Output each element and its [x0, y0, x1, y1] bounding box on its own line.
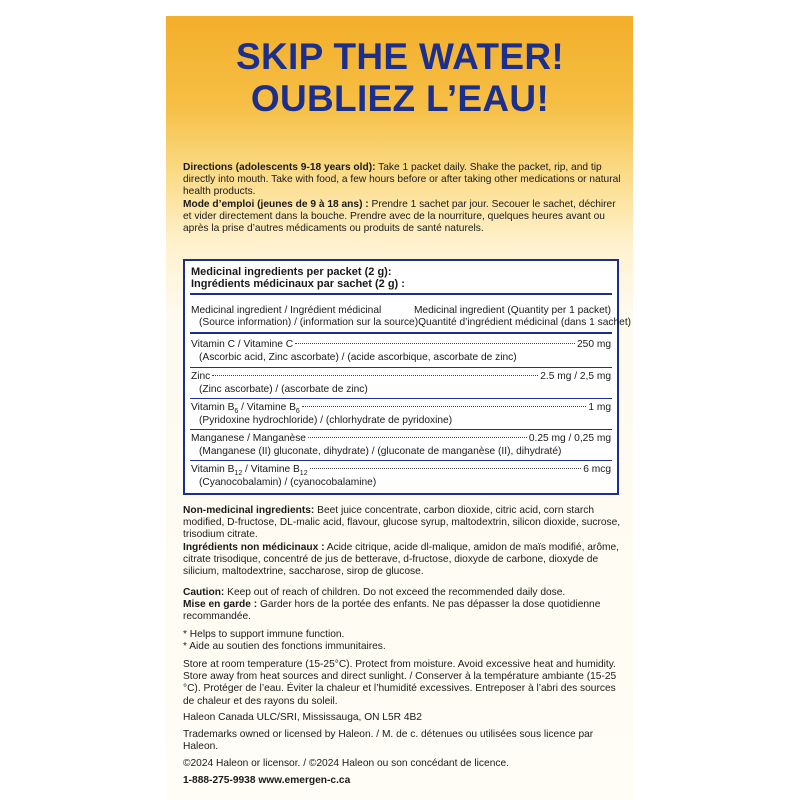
table-divider	[190, 293, 612, 295]
ingredient-name-part: / Vitamine B	[242, 464, 300, 475]
company-address: Haleon Canada ULC/SRI, Mississauga, ON L5R 4B2	[183, 712, 422, 723]
caution-french	[183, 599, 623, 623]
table-row	[191, 433, 611, 445]
caution-french-text: Garder hors de la portée des enfants. Ne pas dépasser la dose quotidienne recommandée.	[183, 599, 601, 623]
directions-french	[183, 199, 623, 236]
ingredient-name-part: Vitamin B	[191, 402, 235, 413]
ingredient-name-part: / Vitamine B	[238, 402, 296, 413]
ingredient-name	[191, 402, 300, 414]
column-header-source: (Source information) / (information sur la source)	[199, 317, 419, 328]
non-medicinal-section	[183, 505, 623, 578]
row-divider	[190, 429, 612, 430]
claims-section	[183, 629, 623, 653]
caution-english	[183, 587, 623, 599]
subscript: 6	[295, 408, 300, 416]
directions-english-text: Take 1 packet daily. Shake the packet, rip, and tip directly into mouth. Take with food, a few hours before or after taking other medications or natural health products.	[183, 162, 621, 198]
claim-french: * Aide au soutien des fonctions immunitaires.	[183, 641, 386, 653]
headline-french: OUBLIEZ L’EAU!	[250, 78, 550, 119]
ingredient-name-part: Vitamin B	[191, 464, 235, 475]
ingredient-source: (Zinc ascorbate) / (ascorbate de zinc)	[199, 384, 368, 395]
column-header-ingredient: Medicinal ingredient / Ingrédient médicinal	[191, 305, 382, 316]
table-row	[191, 339, 611, 351]
dot-leader	[212, 375, 538, 376]
dot-leader	[308, 437, 527, 438]
subscript: 6	[234, 408, 239, 416]
subscript: 12	[234, 470, 243, 478]
directions-english	[183, 162, 623, 199]
caution-section	[183, 587, 623, 624]
row-divider	[190, 460, 612, 461]
table-row	[191, 402, 611, 414]
table-header-row-1	[191, 305, 611, 317]
table-title-french: Ingrédients médicinaux par sachet (2 g) :	[191, 278, 405, 290]
non-medicinal-french	[183, 542, 623, 579]
ingredient-name: Zinc	[191, 371, 211, 382]
non-medicinal-english	[183, 505, 623, 542]
headline-english: SKIP THE WATER!	[236, 36, 564, 77]
ingredient-amount: 1 mg	[588, 402, 611, 413]
ingredient-name: Manganese / Manganèse	[191, 433, 306, 444]
claim-english: * Helps to support immune function.	[183, 629, 345, 640]
directions-section	[183, 162, 623, 235]
column-header-quantity: Medicinal ingredient (Quantity per 1 packet)	[413, 305, 611, 316]
caution-english-label: Caution:	[183, 587, 225, 598]
dot-leader	[310, 468, 582, 469]
ingredient-amount: 2.5 mg / 2,5 mg	[540, 371, 611, 382]
table-header-row-2	[191, 317, 632, 329]
non-medicinal-english-label: Non-medicinal ingredients:	[183, 505, 315, 516]
ingredient-name: Vitamin C / Vitamine C	[191, 339, 294, 350]
trademark-notice: Trademarks owned or licensed by Haleon. / M. de c. détenues ou utilisées sous licence par Haleon.	[183, 729, 594, 753]
ingredient-amount: 250 mg	[577, 339, 611, 350]
storage-instructions: Store at room temperature (15-25°C). Protect from moisture. Avoid excessive heat and humidity. Store away from heat sources and direct sunlight. / Conserver à la température ambiante (15-25 °C). Protéger de l’eau. Éviter la chaleur et l’humidité excessives. Entreposer à l’abri des sources de chaleur et des rayons du soleil.	[183, 659, 617, 707]
non-medicinal-french-text: Acide citrique, acide dl-malique, amidon de maïs modifié, arôme, citrate trisodique, concentré de jus de betterave, d-fructose, dioxyde de carbone, dioxyde de silicium, maltodextrine, saccharose, sirop de glucose.	[183, 541, 619, 578]
column-header-quantity-french: Quantité d’ingrédient médicinal (dans 1 sachet)	[418, 317, 632, 328]
non-medicinal-french-label: Ingrédients non médicinaux :	[183, 541, 325, 553]
caution-english-text: Keep out of reach of children. Do not exceed the recommended daily dose.	[224, 587, 566, 598]
ingredient-source: (Pyridoxine hydrochloride) / (chlorhydrate de pyridoxine)	[199, 415, 453, 426]
directions-french-label: Mode d’emploi (jeunes de 9 à 18 ans) :	[183, 198, 369, 210]
row-divider	[190, 398, 612, 399]
dot-leader	[302, 406, 587, 407]
directions-french-text: Prendre 1 sachet par jour. Secouer le sachet, déchirer et vider directement dans la bouche. Prendre avec de la nourriture, quelques heures avant ou après la prise d’autres médicaments ou produits de santé naturels.	[183, 198, 616, 235]
ingredient-source: (Cyanocobalamin) / (cyanocobalamine)	[199, 477, 377, 488]
ingredient-source: (Ascorbic acid, Zinc ascorbate) / (acide ascorbique, ascorbate de zinc)	[199, 352, 517, 363]
copyright-notice: ©2024 Haleon or licensor. / ©2024 Haleon ou son concédant de licence.	[183, 758, 509, 769]
ingredient-source: (Manganese (II) gluconate, dihydrate) / (gluconate de manganèse (II), dihydraté)	[199, 446, 562, 457]
table-row	[191, 464, 611, 476]
contact-info: 1-888-275-9938 www.emergen-c.ca	[183, 775, 351, 786]
medicinal-ingredients-table	[183, 259, 632, 495]
ingredient-amount: 0.25 mg / 0,25 mg	[528, 433, 611, 444]
non-medicinal-english-text: Beet juice concentrate, carbon dioxide, citric acid, corn starch modified, D-fructose, DL-malic acid, flavour, glucose syrup, maltodextrin, silicon dioxide, sucrose, trisodium citrate.	[183, 505, 621, 541]
caution-french-label: Mise en garde :	[183, 599, 258, 611]
subscript: 12	[299, 470, 308, 478]
ingredient-amount: 6 mcg	[583, 464, 611, 475]
ingredient-name	[191, 464, 308, 476]
table-row	[191, 371, 611, 383]
table-title-english: Medicinal ingredients per packet (2 g):	[191, 266, 392, 278]
dot-leader	[295, 343, 575, 344]
row-divider	[190, 367, 612, 368]
directions-english-label: Directions (adolescents 9-18 years old):	[183, 162, 376, 173]
table-divider	[190, 332, 612, 334]
